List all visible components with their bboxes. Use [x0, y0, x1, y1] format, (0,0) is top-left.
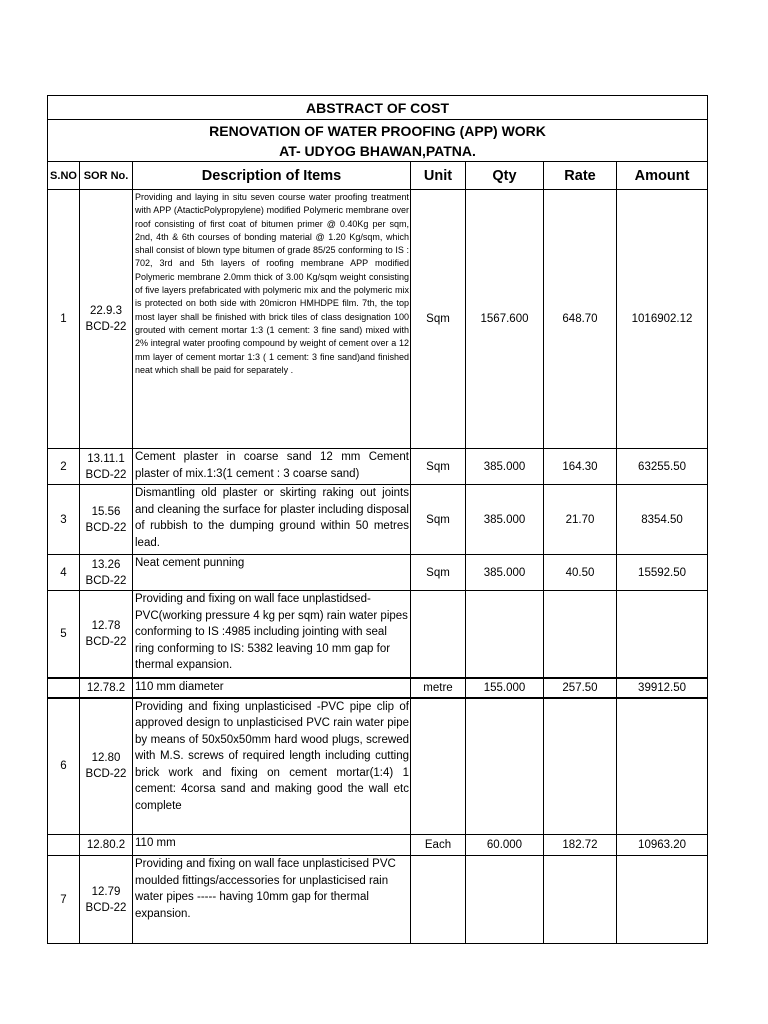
table-row — [48, 698, 708, 835]
table-row — [48, 190, 708, 449]
table-row — [48, 485, 708, 555]
cell-amount — [617, 698, 708, 835]
table-row — [48, 591, 708, 678]
cell-amount: 15592.50 — [617, 555, 708, 591]
sor-code: 12.78 — [91, 619, 121, 632]
col-header-qty: Qty — [466, 162, 544, 190]
sor-book: BCD-22 — [85, 768, 127, 781]
sor-book: BCD-22 — [85, 901, 127, 914]
table-row — [48, 678, 708, 698]
cell-amount — [617, 591, 708, 678]
sor-code: 13.11.1 — [87, 452, 125, 465]
cell-sno: 2 — [48, 449, 80, 485]
cell-sor — [80, 591, 133, 678]
sor-code: 12.80.2 — [86, 839, 126, 851]
cell-qty: 60.000 — [466, 835, 544, 856]
cell-amount — [617, 856, 708, 944]
cell-rate: 648.70 — [544, 190, 617, 449]
cell-sno: 3 — [48, 485, 80, 555]
sor-book: BCD-22 — [85, 635, 127, 648]
cell-qty: 1567.600 — [466, 190, 544, 449]
cell-sor — [80, 485, 133, 555]
cell-description: Dismantling old plaster or skirting raking out joints and cleaning the surface for plaster including disposal of rubbish to the dumping ground within 50 metres lead. — [133, 485, 411, 555]
work-location: AT- UDYOG BHAWAN,PATNA. — [279, 142, 476, 159]
sor-book: BCD-22 — [85, 468, 127, 481]
cell-unit: Sqm — [411, 449, 466, 485]
cell-sor — [80, 449, 133, 485]
col-header-amount: Amount — [617, 162, 708, 190]
cell-sor — [80, 856, 133, 944]
cell-unit: Sqm — [411, 555, 466, 591]
cell-description: Neat cement punning — [133, 555, 411, 591]
cell-description: Providing and fixing on wall face unplastidsed-PVC(working pressure 4 kg per sqm) rain water pipes conforming to IS :4985 including jointing with seal ring conforming to IS: 5382 leaving 10 mm gap for thermal expansion. — [133, 591, 411, 678]
col-header-sor: SOR No. — [80, 162, 133, 190]
cell-description: Cement plaster in coarse sand 12 mm Cement plaster of mix.1:3(1 cement : 3 coarse sand) — [133, 449, 411, 485]
cell-description: 110 mm diameter — [133, 678, 411, 698]
cell-description: Providing and fixing on wall face unplasticised PVC moulded fittings/accessories for unplasticised rain water pipes ----- having 10mm gap for thermal expansion. — [133, 856, 411, 944]
cell-amount: 1016902.12 — [617, 190, 708, 449]
cell-sno: 6 — [48, 698, 80, 835]
cell-sor — [80, 698, 133, 835]
table-row — [48, 835, 708, 856]
cell-sor — [80, 835, 133, 856]
sor-code: 13.26 — [91, 558, 121, 571]
cell-sno: 5 — [48, 591, 80, 678]
col-header-sno: S.NO — [48, 162, 80, 190]
cell-sor — [80, 555, 133, 591]
cell-rate: 40.50 — [544, 555, 617, 591]
cell-sno: 7 — [48, 856, 80, 944]
cell-rate: 257.50 — [544, 678, 617, 698]
sor-code: 12.79 — [91, 885, 121, 898]
col-header-rate: Rate — [544, 162, 617, 190]
cell-qty: 385.000 — [466, 555, 544, 591]
sor-code: 15.56 — [91, 505, 121, 518]
table-row — [48, 555, 708, 591]
table-row — [48, 856, 708, 944]
cell-unit — [411, 698, 466, 835]
sor-book: BCD-22 — [85, 521, 127, 534]
column-header-row — [48, 162, 708, 190]
cell-unit: Each — [411, 835, 466, 856]
sor-book: BCD-22 — [85, 574, 127, 587]
table-row — [48, 449, 708, 485]
sor-book: BCD-22 — [85, 321, 127, 333]
sor-code: 12.80 — [91, 752, 121, 765]
cell-amount: 10963.20 — [617, 835, 708, 856]
cell-amount: 39912.50 — [617, 678, 708, 698]
work-name: RENOVATION OF WATER PROOFING (APP) WORK — [209, 122, 546, 139]
cell-unit: Sqm — [411, 485, 466, 555]
cell-unit — [411, 591, 466, 678]
cell-unit: metre — [411, 678, 466, 698]
cell-sno — [48, 678, 80, 698]
sor-code: 22.9.3 — [90, 305, 122, 317]
cell-rate: 21.70 — [544, 485, 617, 555]
cell-sno — [48, 835, 80, 856]
cell-description: Providing and fixing unplasticised -PVC pipe clip of approved design to unplasticised PVC rain water pipe by means of 50x50x50mm hard wood plugs, screwed with M.S. screws of required length including cutting brick work and fixing on cement mortar(1:4) 1 cement: 4corsa sand and making good the wall etc complete — [133, 698, 411, 835]
col-header-unit: Unit — [411, 162, 466, 190]
cell-rate — [544, 591, 617, 678]
document-title: ABSTRACT OF COST — [48, 96, 708, 120]
cell-sor — [80, 678, 133, 698]
cell-description: Providing and laying in situ seven course water proofing treatment with APP (AtacticPolypropylene) modified Polymeric membrane over roof consisting of first coat of bitumen primer @ 0.40Kg per sqm, 2nd, 4th & 6th courses of bonding material @ 1.20 Kg/sqm, which shall consist of blown type bitumen of grade 85/25 conforming to IS : 702, 3rd and 5th layers of roofing membrane APP modified Polymeric membrane 2.0mm thick of 3.00 Kg/sqm weight consisting of five layers prefabricated with polymeric mix and the polymeric mix is protected on both side with 20micron HMHDPE film. 7th, the top most layer shall be finished with brick tiles of class designation 100 grouted with cement mortar 1:3 (1 cement: 3 fine sand) mixed with 2% integral water proofing compound by weight of cement over a 12 mm layer of cement mortar 1:3 ( 1 cement: 3 fine sand)and finished neat which shall be paid for separately . — [133, 190, 411, 449]
abstract-of-cost-table — [47, 95, 708, 944]
cell-qty — [466, 591, 544, 678]
cell-qty: 155.000 — [466, 678, 544, 698]
cell-qty — [466, 856, 544, 944]
cell-sno: 1 — [48, 190, 80, 449]
sor-code: 12.78.2 — [86, 681, 126, 694]
cell-sor — [80, 190, 133, 449]
cell-sno: 4 — [48, 555, 80, 591]
cell-rate: 182.72 — [544, 835, 617, 856]
cell-rate: 164.30 — [544, 449, 617, 485]
cell-qty: 385.000 — [466, 485, 544, 555]
col-header-description: Description of Items — [133, 162, 411, 190]
cell-rate — [544, 698, 617, 835]
cell-qty: 385.000 — [466, 449, 544, 485]
cell-rate — [544, 856, 617, 944]
cell-qty — [466, 698, 544, 835]
cell-description: 110 mm — [133, 835, 411, 856]
cell-unit: Sqm — [411, 190, 466, 449]
cell-amount: 63255.50 — [617, 449, 708, 485]
cell-unit — [411, 856, 466, 944]
cell-amount: 8354.50 — [617, 485, 708, 555]
work-name-heading — [48, 120, 708, 162]
